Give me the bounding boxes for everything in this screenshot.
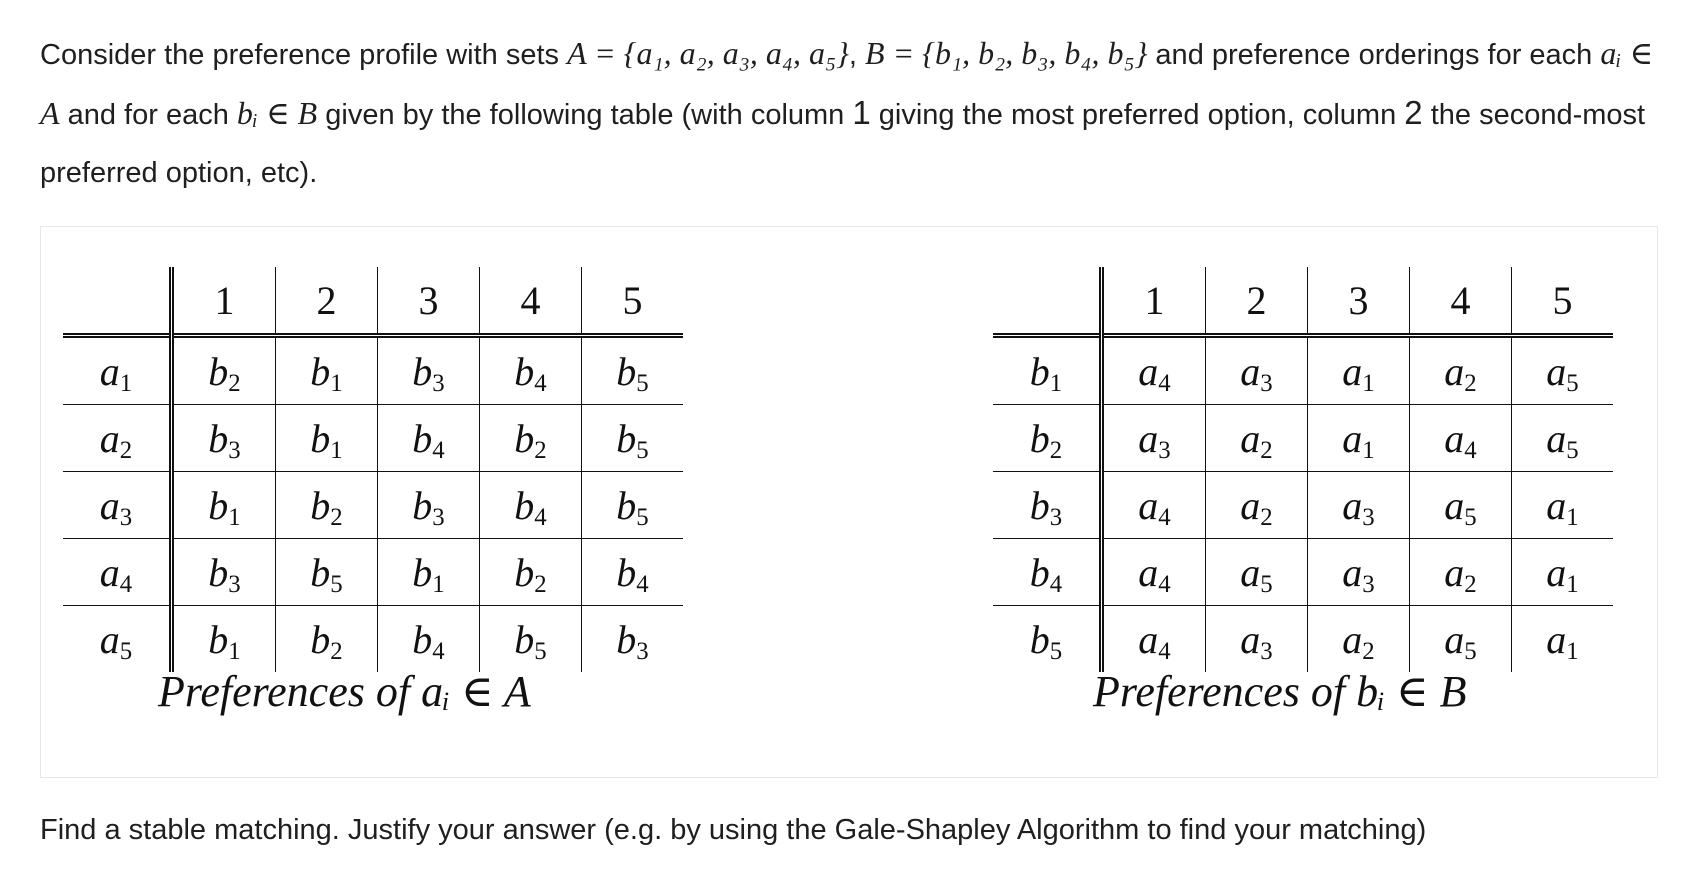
preference-cell bbox=[1206, 336, 1308, 405]
preference-cell bbox=[1410, 472, 1512, 539]
symbol-letter: a bbox=[1240, 549, 1261, 595]
symbol-index: 2 bbox=[534, 436, 547, 464]
b-preferences-caption: Preferences of bᵢ ∈ B bbox=[1093, 667, 1467, 716]
symbol-letter: a bbox=[1546, 616, 1567, 662]
symbol-letter: a bbox=[1546, 482, 1567, 528]
table-row bbox=[63, 405, 683, 472]
symbol-index: 3 bbox=[432, 369, 445, 397]
ai-in-a: aᵢ ∈ A bbox=[40, 35, 1654, 131]
column-header: 2 bbox=[276, 267, 378, 336]
tables-image-panel bbox=[40, 226, 1658, 778]
symbol-letter: a bbox=[1342, 482, 1363, 528]
column-header: 4 bbox=[1410, 267, 1512, 336]
symbol-letter: b bbox=[310, 549, 331, 595]
symbol-letter: b bbox=[412, 616, 433, 662]
symbol-letter: b bbox=[310, 482, 331, 528]
row-header bbox=[63, 405, 172, 472]
preference-cell bbox=[582, 606, 684, 673]
symbol-index: 4 bbox=[119, 570, 133, 598]
symbol-letter: b bbox=[514, 616, 535, 662]
symbol-letter: a bbox=[1546, 415, 1567, 461]
row-header bbox=[993, 336, 1102, 405]
symbol-index: 5 bbox=[1260, 570, 1273, 598]
symbol-letter: b bbox=[1029, 482, 1050, 528]
symbol-index: 4 bbox=[432, 436, 445, 464]
intro-text: the second-most preferred option, etc). bbox=[40, 99, 1646, 189]
symbol-letter: a bbox=[1240, 415, 1261, 461]
symbol-index: 2 bbox=[330, 637, 343, 665]
preference-cell bbox=[276, 472, 378, 539]
table-row bbox=[63, 606, 683, 673]
symbol-letter: a bbox=[99, 549, 120, 595]
symbol-index: 3 bbox=[1049, 503, 1063, 531]
symbol-letter: b bbox=[616, 348, 637, 394]
symbol-index: 3 bbox=[636, 637, 649, 665]
table-row bbox=[993, 472, 1613, 539]
symbol-letter: b bbox=[208, 482, 229, 528]
table-header-row bbox=[993, 267, 1613, 336]
symbol-letter: b bbox=[616, 549, 637, 595]
preference-cell bbox=[1308, 539, 1410, 606]
symbol-letter: b bbox=[208, 348, 229, 394]
preference-cell bbox=[378, 539, 480, 606]
preference-cell bbox=[1410, 606, 1512, 673]
preference-cell bbox=[276, 405, 378, 472]
preference-cell bbox=[1206, 539, 1308, 606]
column-header: 5 bbox=[582, 267, 684, 336]
preference-cell bbox=[172, 539, 276, 606]
preference-cell bbox=[1512, 539, 1614, 606]
symbol-letter: b bbox=[514, 348, 535, 394]
symbol-index: 1 bbox=[228, 637, 241, 665]
symbol-index: 1 bbox=[119, 369, 133, 397]
question-text: Find a stable matching. Justify your answer (e.g. by using the Gale-Shapley Algorithm to find your matching) bbox=[40, 814, 1427, 846]
symbol-index: 5 bbox=[1566, 436, 1579, 464]
symbol-letter: a bbox=[99, 616, 120, 662]
symbol-letter: a bbox=[1444, 549, 1465, 595]
intro-text: given by the following table (with column bbox=[317, 99, 853, 131]
b-preferences-table bbox=[993, 267, 1613, 672]
row-header bbox=[63, 539, 172, 606]
preference-cell bbox=[1206, 472, 1308, 539]
symbol-index: 5 bbox=[1049, 637, 1063, 665]
symbol-letter: a bbox=[1342, 415, 1363, 461]
symbol-letter: b bbox=[310, 348, 331, 394]
preference-cell bbox=[276, 606, 378, 673]
preference-cell bbox=[1512, 472, 1614, 539]
symbol-letter: b bbox=[1029, 348, 1050, 394]
symbol-letter: a bbox=[1342, 549, 1363, 595]
preference-cell bbox=[480, 472, 582, 539]
symbol-index: 3 bbox=[1260, 369, 1273, 397]
symbol-index: 4 bbox=[1158, 637, 1171, 665]
symbol-index: 5 bbox=[1566, 369, 1579, 397]
preference-cell bbox=[582, 336, 684, 405]
symbol-index: 2 bbox=[1260, 436, 1273, 464]
column-header: 3 bbox=[1308, 267, 1410, 336]
preference-cell bbox=[1512, 336, 1614, 405]
symbol-index: 3 bbox=[228, 570, 241, 598]
preference-cell bbox=[172, 606, 276, 673]
preference-cell bbox=[1512, 405, 1614, 472]
symbol-letter: b bbox=[208, 415, 229, 461]
preference-cell bbox=[1102, 539, 1206, 606]
symbol-letter: a bbox=[1444, 415, 1465, 461]
bi-in-b: bᵢ ∈ B bbox=[236, 95, 318, 131]
row-header bbox=[993, 405, 1102, 472]
symbol-letter: a bbox=[1138, 415, 1159, 461]
preference-cell bbox=[378, 472, 480, 539]
preference-cell bbox=[480, 405, 582, 472]
symbol-letter: b bbox=[412, 482, 433, 528]
a-preferences-table bbox=[63, 267, 683, 672]
preference-cell bbox=[1102, 606, 1206, 673]
preference-cell bbox=[378, 405, 480, 472]
preference-cell bbox=[1308, 472, 1410, 539]
preference-cell bbox=[1102, 405, 1206, 472]
intro-separator: , bbox=[848, 39, 866, 71]
preference-cell bbox=[1308, 336, 1410, 405]
preference-cell bbox=[172, 472, 276, 539]
symbol-index: 3 bbox=[1362, 570, 1375, 598]
symbol-index: 4 bbox=[1464, 436, 1477, 464]
symbol-letter: b bbox=[1029, 549, 1050, 595]
table-row bbox=[993, 539, 1613, 606]
column-header: 4 bbox=[480, 267, 582, 336]
symbol-letter: b bbox=[412, 348, 433, 394]
column-header: 1 bbox=[214, 277, 235, 323]
symbol-index: 5 bbox=[636, 503, 649, 531]
symbol-letter: a bbox=[99, 348, 120, 394]
preference-cell bbox=[378, 606, 480, 673]
symbol-index: 2 bbox=[1260, 503, 1273, 531]
symbol-letter: b bbox=[412, 549, 433, 595]
symbol-letter: b bbox=[208, 549, 229, 595]
preference-cell bbox=[480, 539, 582, 606]
symbol-index: 5 bbox=[636, 436, 649, 464]
symbol-index: 5 bbox=[1464, 503, 1477, 531]
preference-cell bbox=[1512, 606, 1614, 673]
symbol-index: 4 bbox=[1158, 503, 1171, 531]
symbol-index: 5 bbox=[1464, 637, 1477, 665]
symbol-letter: b bbox=[208, 616, 229, 662]
row-header bbox=[63, 472, 172, 539]
symbol-index: 1 bbox=[1049, 369, 1063, 397]
symbol-letter: a bbox=[99, 482, 120, 528]
symbol-index: 1 bbox=[1566, 570, 1579, 598]
corner-cell bbox=[63, 267, 172, 336]
symbol-index: 4 bbox=[1049, 570, 1063, 598]
b-preferences-block bbox=[993, 267, 1613, 717]
preference-cell bbox=[276, 539, 378, 606]
symbol-letter: a bbox=[1342, 616, 1363, 662]
set-a-definition: A = {a₁, a₂, a₃, a₄, a₅} bbox=[567, 35, 849, 71]
column-number: 2 bbox=[1404, 94, 1423, 131]
table-row bbox=[63, 336, 683, 405]
symbol-index: 2 bbox=[1464, 570, 1477, 598]
symbol-letter: a bbox=[1240, 348, 1261, 394]
intro-text: and for each bbox=[59, 99, 237, 131]
preference-cell bbox=[1206, 606, 1308, 673]
symbol-letter: a bbox=[99, 415, 120, 461]
symbol-index: 1 bbox=[228, 503, 241, 531]
row-header bbox=[63, 336, 172, 405]
set-b-definition: B = {b₁, b₂, b₃, b₄, b₅} bbox=[865, 35, 1148, 71]
symbol-index: 2 bbox=[534, 570, 547, 598]
symbol-index: 2 bbox=[1464, 369, 1477, 397]
preference-cell bbox=[582, 472, 684, 539]
table-row bbox=[993, 336, 1613, 405]
a-preferences-block bbox=[63, 267, 683, 717]
symbol-index: 4 bbox=[1158, 369, 1171, 397]
symbol-letter: a bbox=[1138, 482, 1159, 528]
symbol-index: 3 bbox=[1158, 436, 1171, 464]
symbol-letter: a bbox=[1546, 549, 1567, 595]
preference-cell bbox=[1410, 336, 1512, 405]
preference-cell bbox=[480, 606, 582, 673]
table-row bbox=[993, 606, 1613, 673]
symbol-index: 3 bbox=[1362, 503, 1375, 531]
symbol-index: 5 bbox=[534, 637, 547, 665]
symbol-letter: b bbox=[1029, 616, 1050, 662]
problem-statement bbox=[40, 24, 1660, 202]
symbol-index: 4 bbox=[534, 503, 547, 531]
symbol-index: 3 bbox=[119, 503, 133, 531]
table-row bbox=[63, 539, 683, 606]
preference-cell bbox=[480, 336, 582, 405]
symbol-letter: a bbox=[1138, 616, 1159, 662]
symbol-letter: b bbox=[616, 482, 637, 528]
symbol-letter: b bbox=[310, 415, 331, 461]
symbol-index: 2 bbox=[228, 369, 241, 397]
column-number: 1 bbox=[852, 94, 871, 131]
symbol-index: 1 bbox=[1566, 637, 1579, 665]
column-header: 2 bbox=[1206, 267, 1308, 336]
column-header: 5 bbox=[1512, 267, 1614, 336]
symbol-index: 4 bbox=[1158, 570, 1171, 598]
preference-cell bbox=[172, 336, 276, 405]
symbol-index: 2 bbox=[1049, 436, 1063, 464]
preference-cell bbox=[582, 539, 684, 606]
corner-cell bbox=[993, 267, 1102, 336]
preference-cell bbox=[172, 405, 276, 472]
preference-cell bbox=[1308, 606, 1410, 673]
a-preferences-caption: Preferences of aᵢ ∈ A bbox=[158, 667, 531, 716]
symbol-letter: b bbox=[412, 415, 433, 461]
preference-cell bbox=[276, 336, 378, 405]
preference-cell bbox=[1206, 405, 1308, 472]
symbol-letter: b bbox=[616, 616, 637, 662]
symbol-letter: b bbox=[310, 616, 331, 662]
symbol-index: 1 bbox=[432, 570, 445, 598]
preference-cell bbox=[1102, 472, 1206, 539]
symbol-index: 2 bbox=[119, 436, 133, 464]
symbol-letter: a bbox=[1342, 348, 1363, 394]
preference-cell bbox=[1410, 405, 1512, 472]
preference-cell bbox=[1410, 539, 1512, 606]
table-row bbox=[63, 472, 683, 539]
symbol-index: 4 bbox=[636, 570, 649, 598]
intro-text: Consider the preference profile with sets bbox=[40, 39, 568, 71]
symbol-index: 2 bbox=[1362, 637, 1375, 665]
table-header-row bbox=[63, 267, 683, 336]
table-row bbox=[993, 405, 1613, 472]
column-header: 3 bbox=[378, 267, 480, 336]
symbol-index: 5 bbox=[119, 637, 133, 665]
preference-cell bbox=[1102, 336, 1206, 405]
symbol-letter: a bbox=[1546, 348, 1567, 394]
row-header bbox=[993, 472, 1102, 539]
row-header bbox=[993, 539, 1102, 606]
intro-text: giving the most preferred option, column bbox=[870, 99, 1405, 131]
symbol-letter: b bbox=[616, 415, 637, 461]
symbol-index: 3 bbox=[432, 503, 445, 531]
symbol-index: 1 bbox=[1362, 369, 1375, 397]
symbol-index: 4 bbox=[534, 369, 547, 397]
symbol-index: 4 bbox=[432, 637, 445, 665]
symbol-index: 1 bbox=[330, 369, 343, 397]
symbol-letter: a bbox=[1444, 348, 1465, 394]
preference-cell bbox=[378, 336, 480, 405]
preference-cell bbox=[1308, 405, 1410, 472]
column-header: 1 bbox=[1144, 277, 1165, 323]
symbol-letter: b bbox=[514, 549, 535, 595]
row-header bbox=[63, 606, 172, 673]
intro-text: and preference orderings for each bbox=[1147, 39, 1601, 71]
symbol-index: 1 bbox=[1566, 503, 1579, 531]
symbol-letter: a bbox=[1240, 616, 1261, 662]
symbol-index: 2 bbox=[330, 503, 343, 531]
symbol-letter: b bbox=[514, 482, 535, 528]
symbol-letter: a bbox=[1444, 482, 1465, 528]
row-header bbox=[993, 606, 1102, 673]
symbol-index: 1 bbox=[330, 436, 343, 464]
preference-cell bbox=[582, 405, 684, 472]
symbol-index: 5 bbox=[636, 369, 649, 397]
symbol-index: 3 bbox=[228, 436, 241, 464]
symbol-letter: b bbox=[1029, 415, 1050, 461]
symbol-letter: b bbox=[514, 415, 535, 461]
symbol-index: 5 bbox=[330, 570, 343, 598]
symbol-letter: a bbox=[1444, 616, 1465, 662]
symbol-letter: a bbox=[1138, 348, 1159, 394]
symbol-index: 1 bbox=[1362, 436, 1375, 464]
symbol-letter: a bbox=[1138, 549, 1159, 595]
symbol-letter: a bbox=[1240, 482, 1261, 528]
symbol-index: 3 bbox=[1260, 637, 1273, 665]
